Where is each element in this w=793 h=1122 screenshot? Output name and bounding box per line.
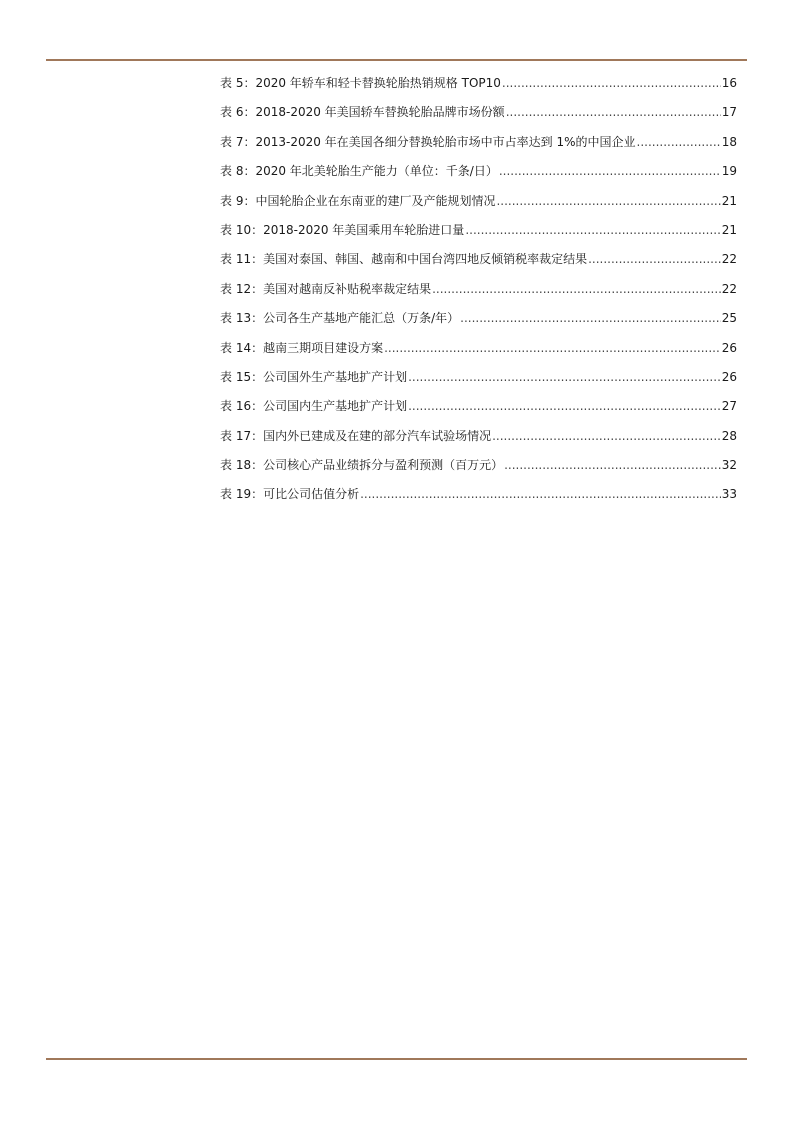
toc-page-number: 26 [721,369,737,384]
toc-page-number: 21 [721,193,737,208]
toc-entry[interactable] [220,308,737,337]
toc-entry-label: 表 6：2018-2020 年美国轿车替换轮胎品牌市场份额 [220,105,505,120]
toc-entry-label: 表 8：2020 年北美轮胎生产能力（单位：千条/日） [220,164,498,179]
toc-page-number: 17 [721,105,737,120]
toc-page-number: 21 [721,222,737,237]
toc-page-number: 22 [721,281,737,296]
toc-page-number: 28 [721,428,737,443]
toc-dot-leader [432,279,721,299]
toc-entry-label: 表 9：中国轮胎企业在东南亚的建厂及产能规划情况 [220,193,496,208]
toc-page-number: 32 [721,458,737,473]
toc-entry-label: 表 18：公司核心产品业绩拆分与盈利预测（百万元） [220,458,504,473]
toc-entry[interactable] [220,220,737,249]
toc-dot-leader [492,426,721,446]
toc-entry-label: 表 14：越南三期项目建设方案 [220,340,384,355]
toc-entry[interactable] [220,132,737,161]
toc-dot-leader [360,484,721,504]
toc-entry[interactable] [220,367,737,396]
toc-dot-leader [506,102,721,122]
toc-page-number: 16 [721,76,737,90]
toc-dot-leader [496,191,720,211]
toc-page-number: 19 [721,164,737,179]
toc-dot-leader [465,220,720,240]
toc-dot-leader [502,73,721,93]
toc-entry[interactable] [220,484,737,513]
toc-dot-leader [408,367,721,387]
toc-entry[interactable] [220,249,737,278]
footer-rule [46,1058,747,1060]
toc-entry-label: 表 7：2013-2020 年在美国各细分替换轮胎市场中市占率达到 1%的中国企业 [220,134,636,149]
toc-dot-leader [460,308,721,328]
toc-entry[interactable] [220,73,737,102]
toc-page-number: 27 [721,399,737,414]
toc-dot-leader [588,249,721,269]
toc-dot-leader [384,338,721,358]
toc-entry-label: 表 10：2018-2020 年美国乘用车轮胎进口量 [220,222,465,237]
toc-dot-leader [499,161,721,181]
toc-entry-label: 表 17：国内外已建成及在建的部分汽车试验场情况 [220,428,492,443]
toc-page-number: 33 [721,487,737,502]
toc-entry[interactable] [220,338,737,367]
table-of-contents [220,73,737,514]
toc-entry[interactable] [220,102,737,131]
toc-page-number: 22 [721,252,737,267]
toc-entry-label: 表 13：公司各生产基地产能汇总（万条/年） [220,311,460,326]
toc-dot-leader [637,132,721,152]
toc-entry[interactable] [220,455,737,484]
toc-entry[interactable] [220,191,737,220]
header-rule [46,59,747,61]
toc-entry[interactable] [220,396,737,425]
toc-dot-leader [408,396,721,416]
toc-entry-label: 表 12：美国对越南反补贴税率裁定结果 [220,281,432,296]
toc-page-number: 18 [721,134,737,149]
toc-entry-label: 表 15：公司国外生产基地扩产计划 [220,369,408,384]
toc-page-number: 26 [721,340,737,355]
toc-entry[interactable] [220,279,737,308]
toc-dot-leader [504,455,721,475]
toc-entry[interactable] [220,161,737,190]
toc-entry-label: 表 11：美国对泰国、韩国、越南和中国台湾四地反倾销税率裁定结果 [220,252,588,267]
toc-entry[interactable] [220,426,737,455]
toc-page-number: 25 [721,311,737,326]
toc-entry-label: 表 5：2020 年轿车和轻卡替换轮胎热销规格 TOP10 [220,76,501,90]
toc-entry-label: 表 16：公司国内生产基地扩产计划 [220,399,408,414]
toc-entry-label: 表 19：可比公司估值分析 [220,487,360,502]
